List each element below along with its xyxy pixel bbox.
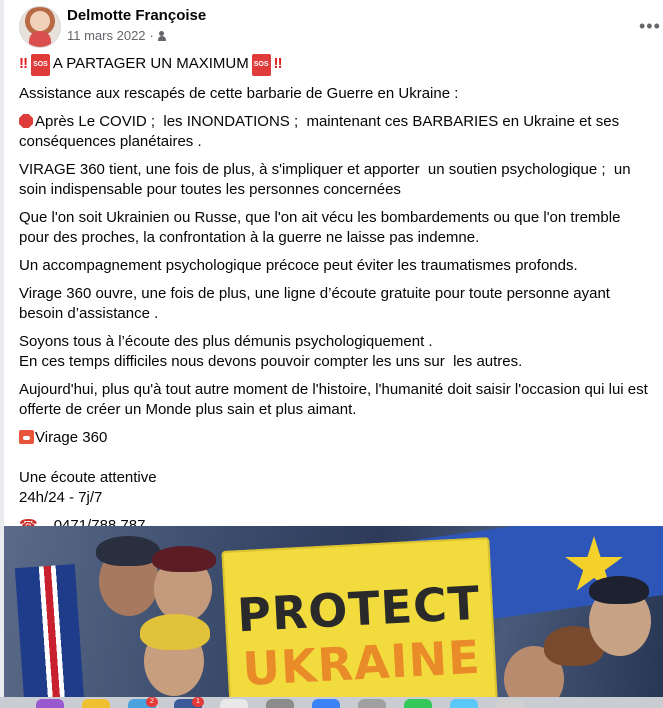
author-avatar[interactable] bbox=[19, 6, 61, 48]
paragraph: Soyons tous à l’écoute des plus démunis psychologiquement . En ces temps difficiles nous devons pouvoir compter les uns sur les autres. bbox=[19, 333, 523, 370]
double-exclamation-icon: ‼ bbox=[19, 55, 29, 72]
post-header bbox=[19, 6, 659, 48]
dock-app-icon[interactable] bbox=[36, 699, 64, 708]
author-name[interactable]: Delmotte Françoise bbox=[67, 7, 207, 24]
person-hat bbox=[96, 536, 160, 566]
dock-app-icon[interactable] bbox=[266, 699, 294, 708]
paragraph: Aujourd'hui, plus qu'à tout autre moment de l'histoire, l'humanité doit saisir l'occasion qui lui est offerte de créer un Monde plus sain et plus aimant. bbox=[19, 381, 652, 418]
sign-text-line2: UKRAINE bbox=[241, 629, 482, 697]
stop-sign-icon bbox=[19, 114, 33, 128]
person-hat bbox=[140, 614, 210, 650]
person-hat bbox=[152, 546, 216, 572]
headline-text: A PARTAGER UN MAXIMUM bbox=[52, 55, 249, 72]
notification-badge: 2 bbox=[146, 697, 158, 707]
paragraph: Après Le COVID ; les INONDATIONS ; maintenant ces BARBARIES en Ukraine et ses conséquences planétaires . bbox=[19, 113, 624, 150]
sos-icon: SOS bbox=[252, 54, 271, 76]
headline-line bbox=[19, 54, 649, 76]
person-hat bbox=[589, 576, 649, 604]
dock-app-icon[interactable] bbox=[174, 699, 202, 708]
dock-app-icon[interactable] bbox=[312, 699, 340, 708]
dock-app-icon[interactable] bbox=[220, 699, 248, 708]
house-icon bbox=[19, 430, 34, 444]
friends-icon bbox=[158, 31, 170, 41]
macos-dock bbox=[0, 697, 663, 708]
paragraph: VIRAGE 360 tient, une fois de plus, à s'impliquer et apporter un soutien psychologique ; un soin indispensable pour toutes les personnes concernées bbox=[19, 161, 635, 198]
post-date[interactable]: 11 mars 2022 bbox=[67, 28, 146, 43]
notification-badge: 1 bbox=[192, 697, 204, 707]
dock-app-icon[interactable] bbox=[82, 699, 110, 708]
paragraph: Virage 360 ouvre, une fois de plus, une ligne d’écoute gratuite pour toute personne ayant besoin d’assistance . bbox=[19, 285, 615, 322]
protest-sign bbox=[221, 537, 498, 708]
dock-app-icon[interactable] bbox=[128, 699, 156, 708]
dock-app-icon[interactable] bbox=[496, 699, 524, 708]
paragraph: Un accompagnement psychologique précoce peut éviter les traumatismes profonds. bbox=[19, 257, 578, 274]
post-text bbox=[19, 54, 652, 544]
paragraph: Assistance aux rescapés de cette barbarie de Guerre en Ukraine : bbox=[19, 85, 459, 102]
dock-app-icon[interactable] bbox=[404, 699, 432, 708]
post-meta bbox=[67, 28, 170, 43]
double-exclamation-icon: ‼ bbox=[273, 55, 283, 72]
paragraph: Que l'on soit Ukrainien ou Russe, que l'on ait vécu les bombardements ou que l'on tremble pour des proches, la confrontation à la guerre ne laisse pas indemne. bbox=[19, 209, 625, 246]
more-options-button[interactable]: ••• bbox=[639, 16, 661, 36]
sos-icon: SOS bbox=[31, 54, 50, 76]
sign-text-line1: PROTECT bbox=[235, 575, 482, 643]
dock-app-icon[interactable] bbox=[450, 699, 478, 708]
dock-app-icon[interactable] bbox=[358, 699, 386, 708]
meta-separator: · bbox=[149, 28, 154, 43]
facebook-post bbox=[4, 0, 663, 708]
paragraph: Virage 360 bbox=[19, 428, 649, 448]
union-flag bbox=[15, 564, 85, 708]
paragraph: Une écoute attentive 24h/24 - 7j/7 bbox=[19, 469, 157, 506]
post-photo[interactable] bbox=[4, 526, 663, 708]
